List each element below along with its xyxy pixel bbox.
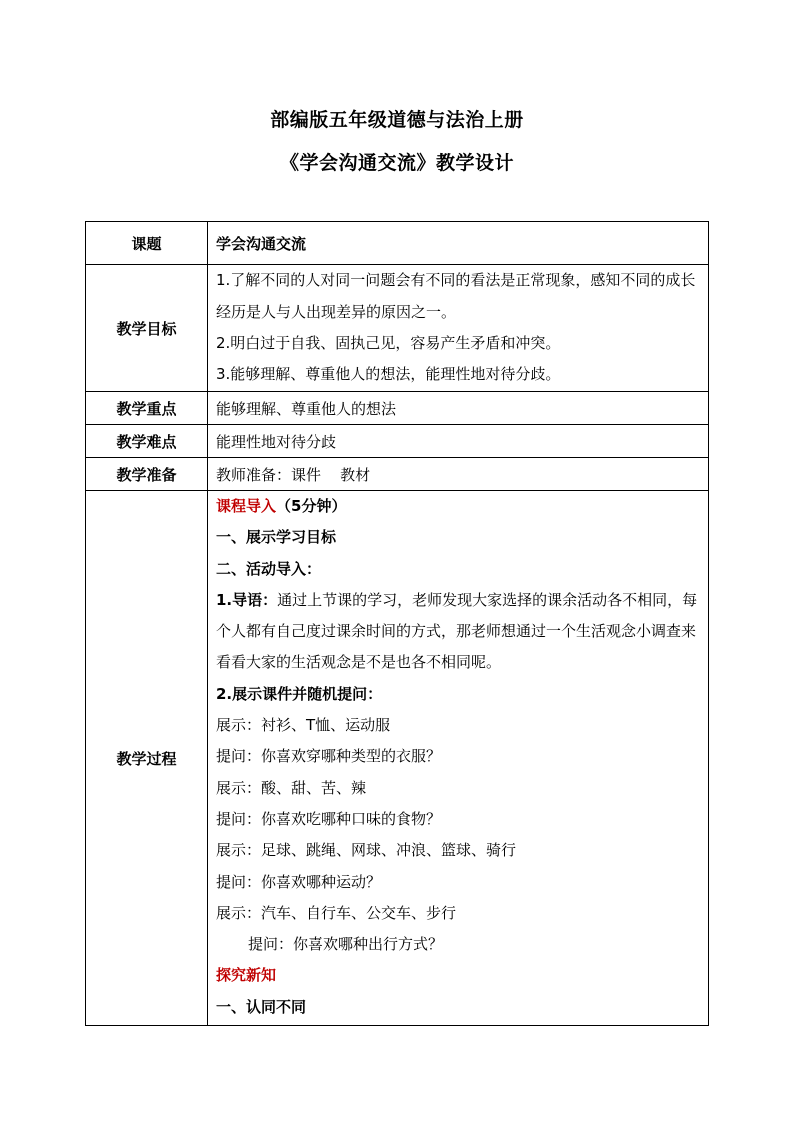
step-2: 二、活动导入： bbox=[216, 559, 322, 578]
row-difficult bbox=[86, 425, 709, 458]
row-process bbox=[86, 491, 709, 1026]
step-3: 一、认同不同 bbox=[216, 997, 307, 1016]
topic-value: 学会沟通交流 bbox=[208, 222, 709, 265]
goals-cell bbox=[208, 265, 709, 392]
process-line-5: 展示：足球、跳绳、网球、冲浪、篮球、骑行 bbox=[216, 841, 517, 860]
goal-item-2: 2.明白过于自我、固执己见，容易产生矛盾和冲突。 bbox=[216, 334, 561, 352]
process-cell bbox=[208, 491, 709, 1026]
row-prep bbox=[86, 458, 709, 491]
process-label: 教学过程 bbox=[86, 491, 208, 1026]
goal-item-3: 3.能够理解、尊重他人的想法，能理性地对待分歧。 bbox=[216, 365, 561, 384]
process-line-6: 提问：你喜欢哪种运动？ bbox=[216, 872, 382, 891]
prep-value: 教师准备：课件 教材 bbox=[208, 458, 709, 491]
key-label: 教学重点 bbox=[86, 392, 208, 425]
process-line-3: 展示：酸、甜、苦、辣 bbox=[216, 778, 367, 797]
process-line-4: 提问：你喜欢吃哪种口味的食物？ bbox=[216, 809, 442, 828]
difficult-value: 能理性地对待分歧 bbox=[208, 425, 709, 458]
doc-title-line1: 部编版五年级道德与法治上册 bbox=[270, 109, 524, 131]
step-2-2: 2.展示课件并随机提问： bbox=[216, 684, 383, 703]
process-line-2: 提问：你喜欢穿哪种类型的衣服？ bbox=[216, 747, 442, 766]
intro-paragraph-lead: 1.导语： bbox=[216, 590, 278, 609]
step-1: 一、展示学习目标 bbox=[216, 528, 337, 547]
process-line-7: 展示：汽车、自行车、公交车、步行 bbox=[216, 903, 457, 922]
lesson-plan-table bbox=[85, 221, 709, 1026]
explore-heading: 探究新知 bbox=[216, 966, 277, 985]
intro-paragraph bbox=[216, 585, 702, 679]
intro-paragraph-text: 通过上节课的学习，老师发现大家选择的课余活动各不相同，每个人都有自己度过课余时间的方式，那老师想通过一个生活观念小调查来看看大家的生活观念是不是也各不相同呢。 bbox=[216, 590, 698, 672]
intro-line bbox=[216, 491, 702, 522]
doc-title-line2: 《学会沟通交流》教学设计 bbox=[279, 152, 514, 174]
prep-label: 教学准备 bbox=[86, 458, 208, 491]
row-goals bbox=[86, 265, 709, 392]
row-key bbox=[86, 392, 709, 425]
intro-time: （5分钟） bbox=[276, 497, 347, 515]
goal-item-1: 1.了解不同的人对同一问题会有不同的看法是正常现象，感知不同的成长经历是人与人出现差异的原因之一。 bbox=[216, 271, 696, 321]
topic-label: 课题 bbox=[86, 222, 208, 265]
intro-heading: 课程导入 bbox=[216, 497, 277, 515]
difficult-label: 教学难点 bbox=[86, 425, 208, 458]
process-line-8: 提问：你喜欢哪种出行方式？ bbox=[248, 935, 444, 954]
goals-label: 教学目标 bbox=[86, 265, 208, 392]
row-topic bbox=[86, 222, 709, 265]
key-value: 能够理解、尊重他人的想法 bbox=[208, 392, 709, 425]
process-line-1: 展示：衬衫、T恤、运动服 bbox=[216, 716, 391, 735]
